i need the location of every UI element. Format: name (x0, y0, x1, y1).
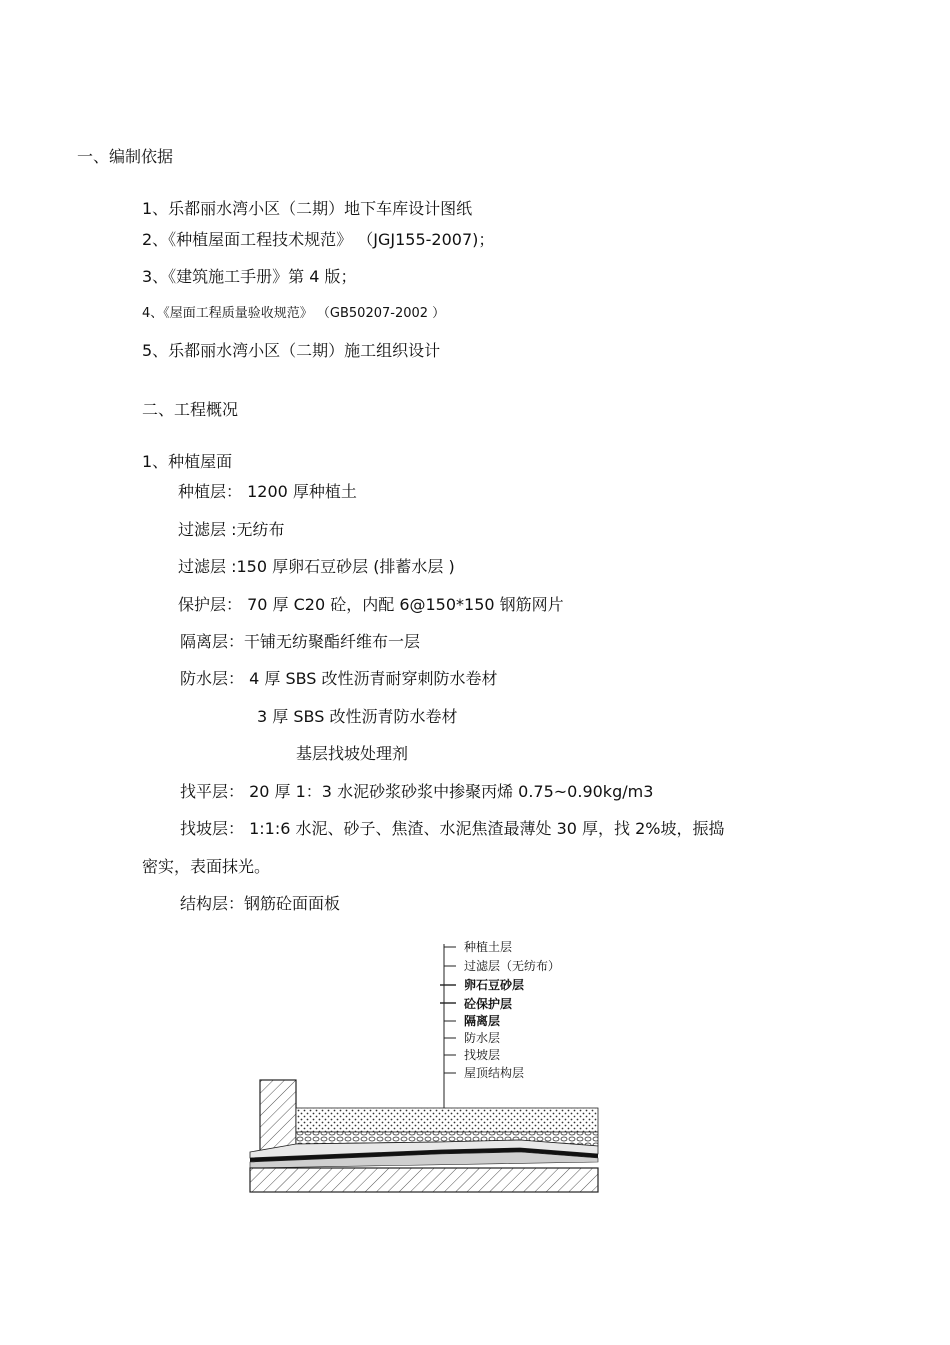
basis-item-3: 3、《建筑施工手册》第 4 版； (142, 267, 357, 286)
basis-item-5: 5、乐都丽水湾小区（二期）施工组织设计 (142, 341, 441, 360)
layer-protection: 保护层： 70 厚 C20 砼，内配 6@150*150 钢筋网片 (178, 595, 564, 614)
heading-overview: 二、工程概况 (142, 400, 239, 419)
label-pebble-sand (440, 977, 524, 992)
label-planting-soil (444, 939, 512, 954)
svg-text:砼保护层: 砼保护层 (464, 997, 513, 1011)
layer-waterproof-1: 防水层： 4 厚 SBS 改性沥青耐穿刺防水卷材 (180, 669, 498, 688)
label-filter (444, 958, 560, 973)
svg-text:过滤层（无纺布）: 过滤层（无纺布） (464, 959, 561, 973)
basis-item-4: 4、《屋面工程质量验收规范》 （GB50207-2002 ） (142, 306, 446, 321)
svg-text:防水层: 防水层 (464, 1031, 501, 1045)
label-isolation (444, 1013, 500, 1028)
label-waterproof (444, 1030, 500, 1045)
layer-planting: 种植层： 1200 厚种植土 (178, 482, 357, 501)
label-concrete-protection (440, 996, 512, 1011)
svg-text:种植土层: 种植土层 (464, 940, 513, 954)
svg-text:隔离层: 隔离层 (464, 1014, 501, 1028)
roof-section-diagram (240, 932, 610, 1202)
subheading-planted-roof: 1、种植屋面 (142, 452, 233, 471)
basis-item-2: 2、《种植屋面工程技术规范》 （JGJ155-2007)； (142, 230, 495, 249)
heading-basis: 一、编制依据 (77, 147, 174, 166)
label-slope (444, 1047, 500, 1062)
layer-structure: 结构层：钢筋砼面面板 (180, 894, 341, 913)
layer-isolation: 隔离层：干铺无纺聚酯纤维布一层 (180, 632, 421, 651)
basis-item-1: 1、乐都丽水湾小区（二期）地下车库设计图纸 (142, 199, 473, 218)
structure-slab (250, 1168, 598, 1192)
layer-filter-1: 过滤层 :无纺布 (178, 520, 285, 539)
layer-leveling: 找平层： 20 厚 1：3 水泥砂浆砂浆中掺聚丙烯 0.75~0.90kg/m3 (180, 782, 654, 801)
svg-text:找坡层: 找坡层 (464, 1048, 501, 1062)
layer-waterproof-3: 基层找坡处理剂 (296, 744, 409, 763)
soil-layer (296, 1108, 598, 1132)
layer-slope-cont: 密实，表面抹光。 (142, 857, 271, 876)
svg-text:卵石豆砂层: 卵石豆砂层 (464, 978, 525, 992)
parapet-wall (260, 1080, 296, 1152)
layer-slope: 找坡层： 1:1:6 水泥、砂子、焦渣、水泥焦渣最薄处 30 厚，找 2%坡，振捣 (180, 819, 725, 838)
layer-filter-2: 过滤层 :150 厚卵石豆砂层 (排蓄水层 ) (178, 557, 455, 576)
layer-waterproof-2: 3 厚 SBS 改性沥青防水卷材 (257, 707, 458, 726)
label-roof-structure (444, 1065, 524, 1080)
svg-text:屋顶结构层: 屋顶结构层 (464, 1066, 525, 1080)
